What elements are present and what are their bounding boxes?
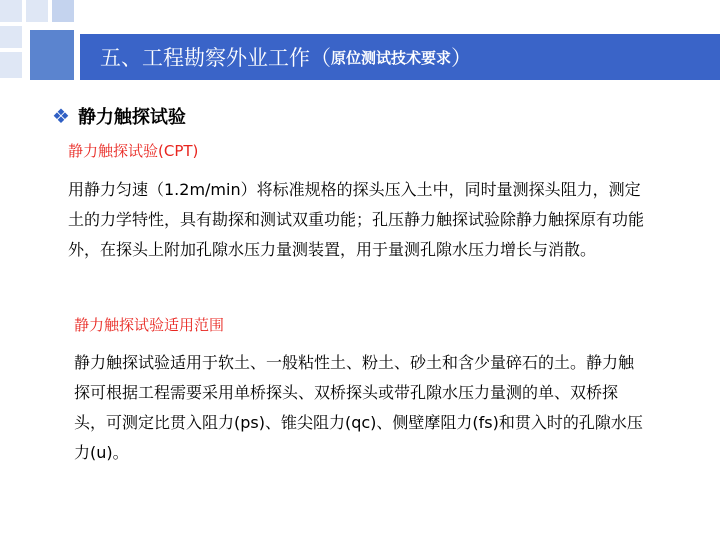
section1-text: 用静力匀速（1.2m/min）将标准规格的探头压入土中，同时量测探头阻力，测定土的力学特性，具有勘探和测试双重功能；孔压静力触探试验除静力触探原有功能外，在探头上附加孔隙水压力量测装置，用于量测孔隙水压力增长与消散。: [68, 180, 645, 259]
decor-square: [52, 0, 74, 22]
decor-square: [0, 0, 22, 22]
decor-square: [0, 52, 22, 78]
diamond-bullet-icon: ❖: [52, 104, 70, 128]
section2-label: 静力触探试验适用范围: [74, 316, 225, 334]
title-paren-open: （: [310, 46, 331, 70]
section1-label: 静力触探试验(CPT): [68, 142, 199, 160]
page-title: 五、工程勘察外业工作: [100, 46, 310, 70]
decor-square: [30, 30, 74, 80]
title-paren-close: ）: [451, 46, 473, 70]
title-bar: [80, 34, 720, 80]
decor-square: [26, 0, 48, 22]
bullet-heading-row: [52, 103, 186, 129]
page-subtitle: 原位测试技术要求: [331, 48, 452, 67]
section2-text: 静力触探试验适用于软土、一般粘性土、粉土、砂土和含少量碎石的土。静力触探可根据工程需要采用单桥探头、双桥探头或带孔隙水压力量测的单、双桥探头，可测定比贯入阻力(ps)、锥尖阻力(qc)、侧壁摩阻力(fs)和贯入时的孔隙水压力(u)。: [74, 353, 643, 462]
section-heading: 静力触探试验: [77, 107, 186, 128]
decor-square: [0, 26, 22, 48]
